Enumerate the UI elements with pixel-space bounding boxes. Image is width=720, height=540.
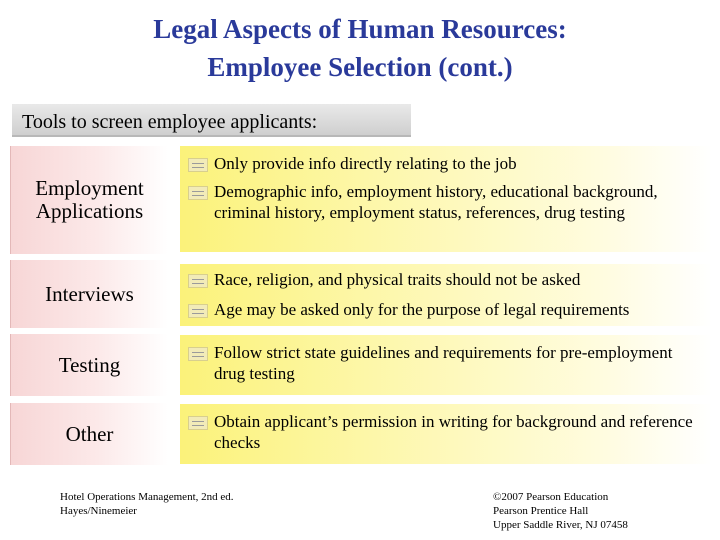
row-label-box-testing — [10, 334, 168, 396]
list-item — [188, 342, 706, 384]
footer-copyright — [493, 490, 628, 532]
list-item-text: Obtain applicant’s permission in writing for background and reference checks — [214, 412, 693, 452]
list-item — [188, 299, 706, 320]
list-item-text: Follow strict state guidelines and requirements for pre-employment drug testing — [214, 343, 673, 383]
list-item-text: Demographic info, employment history, educational background, criminal history, employment status, references, drug testing — [214, 182, 658, 222]
list-item — [188, 181, 706, 223]
footer-publisher: Pearson Prentice Hall — [493, 505, 589, 517]
row-label: Testing — [58, 352, 121, 377]
footer-authors: Hayes/Ninemeier — [60, 505, 137, 517]
list-item-text: Race, religion, and physical traits should not be asked — [214, 270, 581, 289]
subheading-bar: Tools to screen employee applicants: — [12, 104, 411, 137]
row-label: Employment Applications — [35, 176, 144, 223]
footer-citation — [60, 490, 234, 518]
footer-copyright-line: ©2007 Pearson Education — [493, 491, 609, 503]
slide-title-line-2: Employee Selection (cont.) — [207, 52, 513, 82]
slide-title — [0, 10, 720, 86]
note-bullet-icon — [188, 186, 208, 200]
row-content-box-other — [180, 404, 712, 464]
footer-location: Upper Saddle River, NJ 07458 — [493, 519, 628, 531]
note-bullet-icon — [188, 416, 208, 430]
row-label-box-other — [10, 403, 168, 465]
note-bullet-icon — [188, 274, 208, 288]
row-label-box-interviews — [10, 260, 168, 328]
row-label-box-employment-applications — [10, 146, 168, 254]
note-bullet-icon — [188, 347, 208, 361]
list-item-text: Age may be asked only for the purpose of legal requirements — [214, 300, 630, 319]
row-content-box-employment-applications — [180, 146, 712, 252]
footer-book-title: Hotel Operations Management, 2nd ed. — [60, 491, 234, 503]
list-item — [188, 269, 706, 290]
list-item-text: Only provide info directly relating to the job — [214, 154, 517, 173]
note-bullet-icon — [188, 304, 208, 318]
row-content-box-interviews — [180, 264, 712, 326]
list-item — [188, 153, 706, 174]
note-bullet-icon — [188, 158, 208, 172]
row-label: Other — [65, 421, 114, 446]
list-item — [188, 411, 706, 453]
row-label: Interviews — [45, 281, 134, 306]
slide-title-line-1: Legal Aspects of Human Resources: — [153, 14, 567, 44]
row-content-box-testing — [180, 335, 712, 395]
